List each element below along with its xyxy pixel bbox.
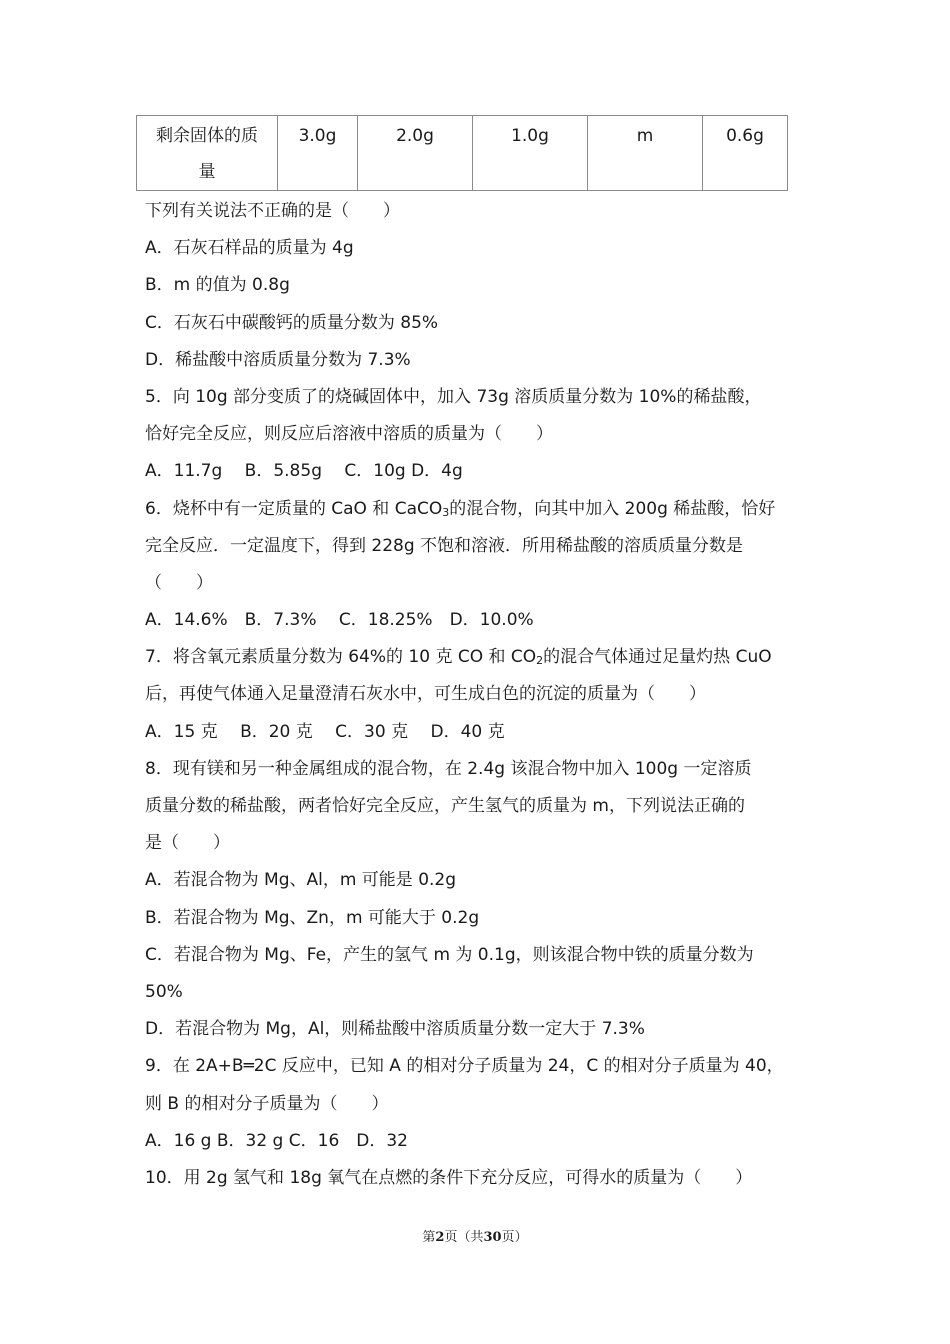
question-5-options: A．11.7g B．5.85g C．10g D．4g — [145, 461, 463, 482]
question-10-line: 10．用 2g 氢气和 18g 氧气在点燃的条件下充分反应，可得水的质量为（ ） — [145, 1167, 753, 1188]
text-run: 7．将含氧元素质量分数为 64%的 10 克 CO 和 CO — [145, 647, 537, 668]
table-cell: 0.6g — [703, 116, 788, 191]
table-row-label — [137, 116, 278, 191]
question-6-line — [145, 491, 815, 528]
option-line: A．石灰石样品的质量为 4g — [145, 238, 354, 259]
question-text — [145, 193, 815, 1197]
option-line: A．若混合物为 Mg、Al，m 可能是 0.2g — [145, 870, 457, 891]
option-line: B．若混合物为 Mg、Zn，m 可能大于 0.2g — [145, 907, 480, 928]
question-5-line: 恰好完全反应，则反应后溶液中溶质的质量为（ ） — [145, 424, 553, 445]
page-footer — [0, 1226, 950, 1245]
text-line: 下列有关说法不正确的是（ ） — [145, 201, 400, 221]
question-9-line: 则 B 的相对分子质量为（ ） — [145, 1093, 389, 1114]
question-7-line: 后，再使气体通入足量澄清石灰水中，可生成白色的沉淀的质量为（ ） — [145, 684, 706, 705]
row-label-line: 量 — [198, 162, 216, 182]
question-9-line: 9．在 2A+B═2C 反应中，已知 A 的相对分子质量为 24，C 的相对分子质量为 40， — [145, 1056, 784, 1077]
question-5-line: 5．向 10g 部分变质了的烧碱固体中，加入 73g 溶质质量分数为 10%的稀盐酸， — [145, 386, 762, 407]
footer-text: 第 — [422, 1230, 436, 1245]
subscript: 3 — [442, 505, 450, 519]
subscript: 2 — [536, 654, 544, 668]
text-run: 的混合气体通过足量灼热 CuO — [543, 647, 772, 668]
question-8-line: 8．现有镁和另一种金属组成的混合物，在 2.4g 该混合物中加入 100g 一定溶质 — [145, 758, 752, 779]
question-6-line: 完全反应．一定温度下，得到 228g 不饱和溶液．所用稀盐酸的溶质质量分数是 — [145, 535, 744, 556]
question-9-options: A．16 g B．32 g C．16 D．32 — [145, 1130, 408, 1151]
question-6-options: A．14.6% B．7.3% C．18.25% D．10.0% — [145, 610, 534, 631]
question-7-options: A．15 克 B．20 克 C．30 克 D．40 克 — [145, 721, 505, 742]
page-number: 2 — [435, 1230, 445, 1245]
option-line: C．若混合物为 Mg、Fe，产生的氢气 m 为 0.1g，则该混合物中铁的质量分数为 — [145, 944, 754, 965]
question-7-line — [145, 639, 815, 676]
text-run: 6．烧杯中有一定质量的 CaO 和 CaCO — [145, 498, 443, 519]
table-cell: 3.0g — [278, 116, 358, 191]
question-6-line: （ ） — [145, 572, 213, 593]
row-label-line: 剩余固体的质 — [156, 126, 258, 146]
option-line: B．m 的值为 0.8g — [145, 275, 290, 296]
option-line: D．若混合物为 Mg，Al，则稀盐酸中溶质质量分数一定大于 7.3% — [145, 1019, 645, 1040]
question-8-line: 质量分数的稀盐酸，两者恰好完全反应，产生氢气的质量为 m，下列说法正确的 — [145, 796, 745, 816]
text-run: 的混合物，向其中加入 200g 稀盐酸，恰好 — [449, 498, 776, 519]
total-pages: 30 — [483, 1230, 502, 1245]
question-8-line: 是（ ） — [145, 833, 230, 854]
option-line: D．稀盐酸中溶质质量分数为 7.3% — [145, 349, 411, 370]
table-cell: 1.0g — [473, 116, 588, 191]
option-line: C．石灰石中碳酸钙的质量分数为 85% — [145, 312, 439, 333]
table-cell: 2.0g — [358, 116, 473, 191]
table-row — [137, 116, 788, 191]
footer-text: 页（共 — [444, 1230, 484, 1245]
table-cell: m — [588, 116, 703, 191]
footer-text: 页） — [501, 1230, 528, 1245]
remaining-solid-mass-table — [136, 115, 788, 191]
option-line: 50% — [145, 981, 183, 1002]
